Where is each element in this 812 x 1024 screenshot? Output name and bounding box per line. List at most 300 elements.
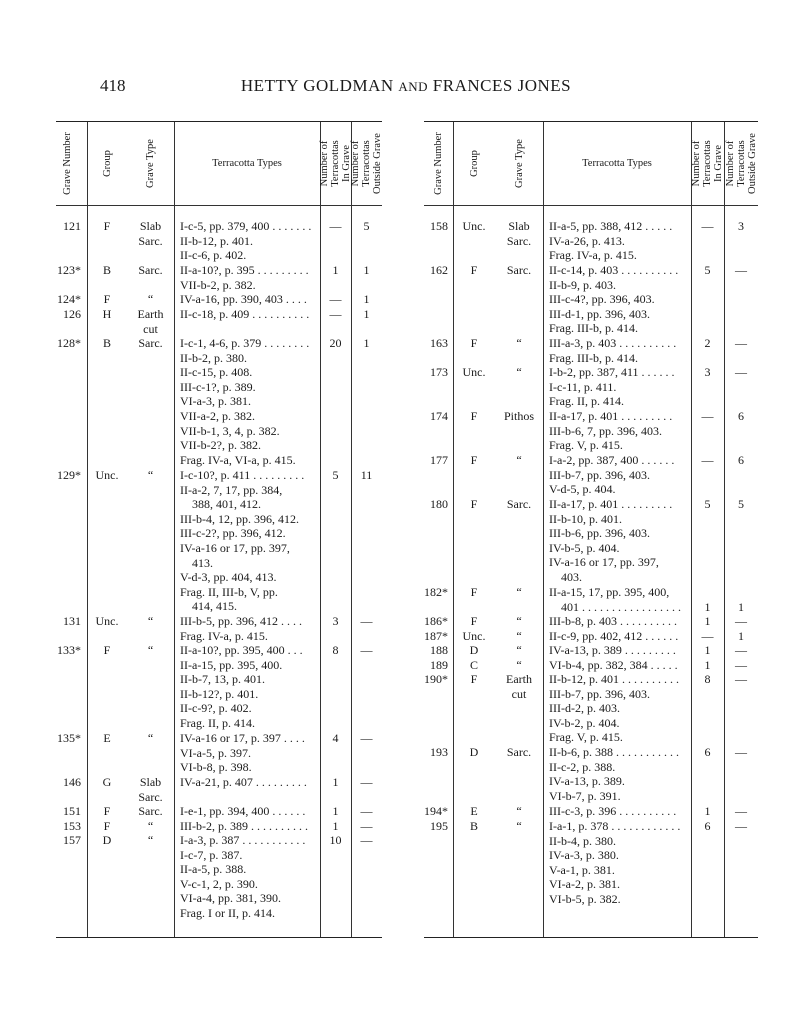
terracotta-types-cell [549,263,691,336]
terracotta-type-line: V-c-1, 2, p. 390. [180,876,258,891]
group-cell: F [470,614,478,628]
terracotta-types-cell [549,614,691,629]
page-title [0,76,812,96]
header-in-grave: Number of Terracottas In Grave [319,140,352,187]
grave-number: 157 [63,833,81,847]
terracotta-type-line: V-d-3, pp. 404, 413. [180,570,277,585]
in-grave-count: 2 [704,336,711,350]
terracotta-type-line: Frag. III-b, p. 414. [549,321,638,336]
header-outside-grave: Number of Terracottas Outside Grave [724,133,758,194]
terracotta-table-right [424,121,758,938]
grave-type-cell [127,775,174,804]
grave-number: 151 [63,804,81,818]
terracotta-type-line: 388, 401, 412. [180,497,261,512]
group-cell: F [470,453,478,467]
terracotta-type-line: I-c-10?, p. 411 . . . . . . . . . [180,468,305,482]
grave-type-cell [127,336,174,351]
grave-number: 180 [430,497,448,511]
outside-grave-count: 5 [738,497,744,511]
terracotta-type-line: IV-a-16 or 17, pp. 397, [549,555,659,570]
grave-type-line: “ [516,453,522,467]
terracotta-type-line: VI-b-4, pp. 382, 384 . . . . . [549,658,678,672]
group-cell: B [102,263,111,277]
terracotta-type-line: II-c-14, p. 403 . . . . . . . . . . [549,263,679,277]
outside-grave-count: 1 [363,307,370,321]
grave-number: 182* [424,585,448,599]
terracotta-type-line: II-b-7, 13, p. 401. [180,672,265,687]
title-and: AND [398,79,429,94]
outside-grave-count: — [735,745,747,759]
outside-grave-count: — [735,658,747,672]
grave-number: 190* [424,672,448,686]
terracotta-type-line: II-a-2, 7, 17, pp. 384, [180,482,283,497]
group-cell: G [102,775,112,789]
terracotta-types-cell [180,307,320,322]
terracotta-type-line: II-a-10?, pp. 395, 400 . . . [180,643,303,657]
terracotta-type-line: VI-a-2, p. 381. [549,877,620,892]
in-grave-count: 5 [332,468,339,482]
outside-grave-count: — [360,731,373,745]
grave-type-line: Sarc. [138,263,163,277]
grave-number: 135* [57,731,81,745]
group-cell: Unc. [95,614,119,628]
in-grave-count: 8 [704,672,711,686]
grave-number: 163 [430,336,448,350]
grave-type-cell [495,643,543,658]
grave-type-cell [127,263,174,278]
terracotta-types-cell [180,614,320,643]
in-grave-count: 8 [332,643,339,657]
grave-type-line: “ [147,292,154,306]
terracotta-type-line: III-c-4?, pp. 396, 403. [549,292,655,307]
header-grave-type: Grave Type [145,139,156,188]
grave-type-line: “ [147,833,154,847]
terracotta-types-cell [549,658,691,673]
group-cell: F [103,643,111,657]
terracotta-type-line: II-a-5, p. 388. [180,862,247,877]
grave-type-cell [127,468,174,483]
in-grave-count: 4 [332,731,339,745]
terracotta-types-cell [549,585,691,614]
in-grave-count: — [701,219,714,233]
group-cell: F [103,219,111,233]
grave-number: 131 [63,614,81,628]
in-grave-count: 6 [704,745,711,759]
terracotta-type-line: Frag. V, p. 415. [549,438,623,453]
terracotta-type-line: IV-a-26, p. 413. [549,233,625,248]
grave-type-cell [127,307,174,336]
grave-type-cell [495,614,543,629]
terracotta-types-cell [549,497,691,585]
header-outside-grave: Number of Terracottas Outside Grave [350,133,384,194]
grave-type-cell [495,365,543,380]
terracotta-types-cell [549,336,691,365]
terracotta-type-line: III-b-6, 7, pp. 396, 403. [549,423,662,438]
outside-grave-count: — [360,614,373,628]
grave-number: 123* [57,263,81,277]
terracotta-type-line: II-b-12?, p. 401. [180,686,259,701]
terracotta-type-line: II-c-9, pp. 402, 412 . . . . . . [549,629,679,643]
grave-type-cell [495,409,543,424]
in-grave-count: — [701,409,714,423]
terracotta-types-cell [180,804,320,819]
outside-grave-count: — [360,643,373,657]
terracotta-type-line: II-a-17, p. 401 . . . . . . . . . [549,409,673,423]
group-cell: F [470,585,478,599]
terracotta-types-cell [180,219,320,263]
terracotta-type-line: VI-a-5, p. 397. [180,745,251,760]
grave-type-line: “ [516,614,522,628]
grave-type-cell [127,614,174,629]
grave-type-cell [495,453,543,468]
grave-type-cell [127,643,174,658]
outside-grave-count: — [735,643,747,657]
terracotta-type-line: VII-b-2?, p. 382. [180,438,261,453]
terracotta-type-line: Frag. III-b, p. 414. [549,350,638,365]
outside-grave-count: — [735,672,747,686]
terracotta-type-line: I-c-7, p. 387. [180,847,243,862]
terracotta-type-line: III-b-5, pp. 396, 412 . . . . [180,614,302,628]
grave-type-line: “ [516,629,522,643]
in-grave-count: 1 [704,658,711,672]
terracotta-type-line: II-b-4, p. 380. [549,833,616,848]
grave-number: 177 [430,453,448,467]
group-cell: F [470,336,478,350]
terracotta-types-cell [549,219,691,263]
grave-type-line: “ [147,731,154,745]
grave-type-line: “ [147,468,154,482]
terracotta-type-line: 413. [180,555,213,570]
terracotta-type-line: III-a-3, p. 403 . . . . . . . . . . [549,336,677,350]
terracotta-type-line: V-d-5, p. 404. [549,482,616,497]
in-grave-count: 6 [704,819,711,833]
terracotta-type-line: Frag. IV-a, p. 415. [180,628,268,643]
terracotta-table-left [56,121,382,938]
terracotta-types-cell [180,292,320,307]
terracotta-type-line: III-b-8, p. 403 . . . . . . . . . . [549,614,677,628]
grave-number: 173 [430,365,448,379]
grave-number: 128* [57,336,81,350]
outside-grave-count: 5 [363,219,370,233]
terracotta-type-line: 403. [549,569,582,584]
terracotta-types-cell [549,643,691,658]
terracotta-types-cell [180,775,320,790]
terracotta-types-cell [180,263,320,292]
grave-type-line: Sarc. [138,233,163,248]
grave-type-line: Sarc. [506,497,532,511]
terracotta-type-line: 414, 415. [180,599,237,614]
grave-type-line: “ [516,658,522,672]
outside-grave-count: 6 [738,409,744,423]
grave-type-line: Slab [508,219,530,233]
terracotta-type-line: III-c-3, p. 396 . . . . . . . . . . [549,804,677,818]
terracotta-type-line: I-e-1, pp. 394, 400 . . . . . . [180,804,306,818]
grave-number: 188 [430,643,448,657]
grave-type-cell [127,819,174,834]
grave-number: 174 [430,409,448,423]
terracotta-type-line: Frag. I or II, p. 414. [180,905,275,920]
group-cell: C [469,658,478,672]
grave-type-line: cut [511,686,527,701]
outside-grave-count: 1 [363,263,370,277]
terracotta-type-line: II-b-2, p. 380. [180,350,247,365]
grave-type-cell [495,585,543,600]
title-author-1: HETTY GOLDMAN [240,76,394,95]
group-cell: Unc. [95,468,119,482]
grave-type-cell [495,672,543,701]
grave-type-line: Slab [139,775,162,789]
grave-type-cell [495,819,543,834]
terracotta-type-line: IV-a-13, p. 389 . . . . . . . . . [549,643,676,657]
terracotta-types-cell [549,804,691,819]
terracotta-type-line: IV-a-16, pp. 390, 403 . . . . [180,292,307,306]
outside-grave-count: — [735,263,747,277]
grave-type-cell [495,658,543,673]
terracotta-type-line: II-a-15, 17, pp. 395, 400, [549,585,670,599]
terracotta-type-line: II-b-9, p. 403. [549,277,616,292]
outside-grave-count: — [735,614,747,628]
grave-type-cell [127,804,174,819]
header-grave-number: Grave Number [433,132,444,195]
terracotta-types-cell [549,745,691,803]
outside-grave-count: — [735,336,747,350]
outside-grave-count: 11 [360,468,373,482]
grave-type-line: “ [516,819,522,833]
terracotta-type-line: IV-a-3, p. 380. [549,848,619,863]
grave-type-cell [495,263,543,278]
terracotta-type-line: I-a-3, p. 387 . . . . . . . . . . . [180,833,306,847]
grave-type-cell [127,731,174,746]
terracotta-types-cell [549,819,691,907]
group-cell: D [469,745,479,759]
group-cell: B [102,336,111,350]
terracotta-type-line: I-b-2, pp. 387, 411 . . . . . . [549,365,675,379]
grave-type-line: “ [516,365,522,379]
terracotta-types-cell [180,819,320,834]
terracotta-type-line: III-c-2?, pp. 396, 412. [180,526,286,541]
group-cell: Unc. [462,219,486,233]
grave-type-cell [495,629,543,644]
grave-type-line: Sarc. [138,789,163,804]
terracotta-type-line: II-c-6, p. 402. [180,248,247,263]
terracotta-type-line: VI-b-8, p. 398. [180,760,252,775]
terracotta-type-line: III-b-6, pp. 396, 403. [549,526,650,541]
grave-type-line: “ [147,614,154,628]
grave-type-line: Sarc. [506,745,532,759]
outside-grave-count: 1 [363,336,370,350]
header-terracotta-types: Terracotta Types [582,158,652,169]
grave-type-line: Pithos [503,409,534,423]
grave-number: 124* [57,292,81,306]
in-grave-count: 20 [329,336,342,350]
in-grave-count: 1 [332,819,339,833]
grave-number: 194* [424,804,448,818]
outside-grave-count: 1 [363,292,370,306]
grave-number: 187* [424,629,448,643]
grave-type-line: “ [147,643,154,657]
grave-number: 193 [430,745,448,759]
terracotta-type-line: I-c-1, 4-6, p. 379 . . . . . . . . [180,336,310,350]
terracotta-type-line: II-c-18, p. 409 . . . . . . . . . . [180,307,310,321]
header-terracotta-types: Terracotta Types [212,158,282,169]
terracotta-type-line: VI-a-4, pp. 381, 390. [180,891,281,906]
outside-grave-count: — [360,775,373,789]
in-grave-count: 1 [704,599,711,614]
grave-number: 189 [430,658,448,672]
grave-number: 158 [430,219,448,233]
terracotta-type-line: II-b-6, p. 388 . . . . . . . . . . . [549,745,679,759]
grave-type-line: Slab [139,219,162,233]
page-number: 418 [100,76,126,95]
terracotta-type-line: IV-b-5, p. 404. [549,540,620,555]
grave-type-cell [495,745,543,760]
in-grave-count: 1 [332,775,339,789]
terracotta-types-cell [549,409,691,453]
grave-type-line: “ [516,336,522,350]
group-cell: F [103,292,111,306]
grave-type-cell [127,219,174,248]
in-grave-count: 10 [329,833,342,847]
grave-type-line: “ [516,804,522,818]
terracotta-types-cell [549,629,691,644]
terracotta-type-line: I-a-1, p. 378 . . . . . . . . . . . . [549,819,681,833]
terracotta-type-line: III-d-1, pp. 396, 403. [549,306,650,321]
terracotta-type-line: II-a-10?, p. 395 . . . . . . . . . [180,263,309,277]
in-grave-count: — [329,292,342,306]
terracotta-type-line: IV-a-16 or 17, pp. 397, [180,540,290,555]
grave-number: 195 [430,819,448,833]
terracotta-type-line: Frag. V, p. 415. [549,730,623,745]
grave-type-line: Earth [137,307,164,321]
terracotta-types-cell [180,643,320,731]
grave-type-line: Earth [506,672,532,686]
grave-number: 133* [57,643,81,657]
grave-type-line: Sarc. [138,336,163,350]
terracotta-type-line: Frag. IV-a, VI-a, p. 415. [180,452,296,467]
outside-grave-count: 1 [738,599,744,614]
group-cell: H [102,307,112,321]
terracotta-type-line: VII-b-1, 3, 4, p. 382. [180,423,280,438]
group-cell: F [470,672,478,686]
terracotta-type-line: V-a-1, p. 381. [549,862,615,877]
terracotta-type-line: II-b-12, p. 401 . . . . . . . . . . [549,672,679,686]
grave-type-cell [127,833,174,848]
terracotta-type-line: I-a-2, pp. 387, 400 . . . . . . [549,453,675,467]
group-cell: E [103,731,111,745]
terracotta-types-cell [180,468,320,614]
in-grave-count: — [329,219,342,233]
group-cell: Unc. [462,629,486,643]
terracotta-type-line: Frag. IV-a, p. 415. [549,248,637,263]
terracotta-type-line: I-c-11, p. 411. [549,379,617,394]
terracotta-type-line: III-d-2, p. 403. [549,701,620,716]
terracotta-types-cell [549,672,691,745]
grave-number: 129* [57,468,81,482]
in-grave-count: 1 [332,804,339,818]
in-grave-count: 5 [704,263,711,277]
in-grave-count: 5 [704,497,711,511]
terracotta-types-cell [180,336,320,467]
in-grave-count: 1 [704,643,711,657]
grave-type-cell [495,336,543,351]
in-grave-count: 3 [332,614,339,628]
terracotta-type-line: II-b-10, p. 401. [549,511,622,526]
grave-type-cell [495,804,543,819]
in-grave-count: — [701,629,714,643]
terracotta-type-line: Frag. II, III-b, V, pp. [180,584,278,599]
terracotta-type-line: III-b-7, pp. 396, 403. [549,467,650,482]
in-grave-count: 1 [332,263,339,277]
group-cell: F [470,497,478,511]
terracotta-types-cell [549,453,691,497]
group-cell: F [470,263,478,277]
title-author-2: FRANCES JONES [432,76,572,95]
terracotta-type-line: III-c-1?, p. 389. [180,379,256,394]
grave-type-cell [495,497,543,512]
group-cell: F [103,819,111,833]
outside-grave-count: — [735,819,747,833]
grave-number: 153 [63,819,81,833]
terracotta-types-cell [180,731,320,775]
group-cell: D [102,833,112,847]
terracotta-type-line: IV-a-21, p. 407 . . . . . . . . . [180,775,307,789]
terracotta-types-cell [549,365,691,409]
outside-grave-count: 6 [738,453,744,467]
terracotta-type-line: IV-a-16 or 17, p. 397 . . . . [180,731,305,745]
terracotta-type-line: II-a-5, pp. 388, 412 . . . . . [549,219,673,233]
terracotta-type-line: Frag. II, p. 414. [180,715,255,730]
in-grave-count: 1 [704,804,711,818]
in-grave-count: — [701,453,714,467]
outside-grave-count: 3 [738,219,744,233]
terracotta-type-line: II-c-2, p. 388. [549,759,616,774]
terracotta-type-line: VII-b-2, p. 382. [180,277,256,292]
header-grave-type: Grave Type [513,139,525,188]
terracotta-type-line: II-b-12, p. 401. [180,233,253,248]
grave-number: 121 [63,219,81,233]
header-group: Group [468,150,480,177]
grave-type-line: cut [143,321,158,336]
outside-grave-count: — [735,365,747,379]
grave-number: 146 [63,775,81,789]
header-grave-number: Grave Number [62,132,73,195]
outside-grave-count: 1 [738,629,744,643]
group-cell: F [470,409,478,423]
terracotta-type-line: VI-b-5, p. 382. [549,891,621,906]
terracotta-type-line: II-a-17, p. 401 . . . . . . . . . [549,497,673,511]
terracotta-type-line: III-b-7, pp. 396, 403. [549,686,650,701]
grave-number: 162 [430,263,448,277]
grave-type-line: “ [147,819,154,833]
grave-type-cell [495,219,543,248]
terracotta-types-cell [180,833,320,921]
outside-grave-count: — [735,804,747,818]
group-cell: F [103,804,111,818]
grave-type-line: Sarc. [138,804,163,818]
grave-type-cell [127,292,174,307]
grave-type-line: Sarc. [506,263,532,277]
terracotta-type-line: II-c-15, p. 408. [180,365,253,380]
terracotta-type-line: III-b-4, 12, pp. 396, 412. [180,511,299,526]
grave-type-line: Sarc. [506,233,532,248]
terracotta-type-line: VII-a-2, p. 382. [180,408,255,423]
terracotta-type-line: IV-b-2, p. 404. [549,715,620,730]
in-grave-count: — [329,307,342,321]
terracotta-type-line: II-a-15, pp. 395, 400. [180,657,283,672]
terracotta-type-line: IV-a-13, p. 389. [549,774,625,789]
terracotta-type-line: VI-b-7, p. 391. [549,788,621,803]
grave-number: 126 [63,307,81,321]
